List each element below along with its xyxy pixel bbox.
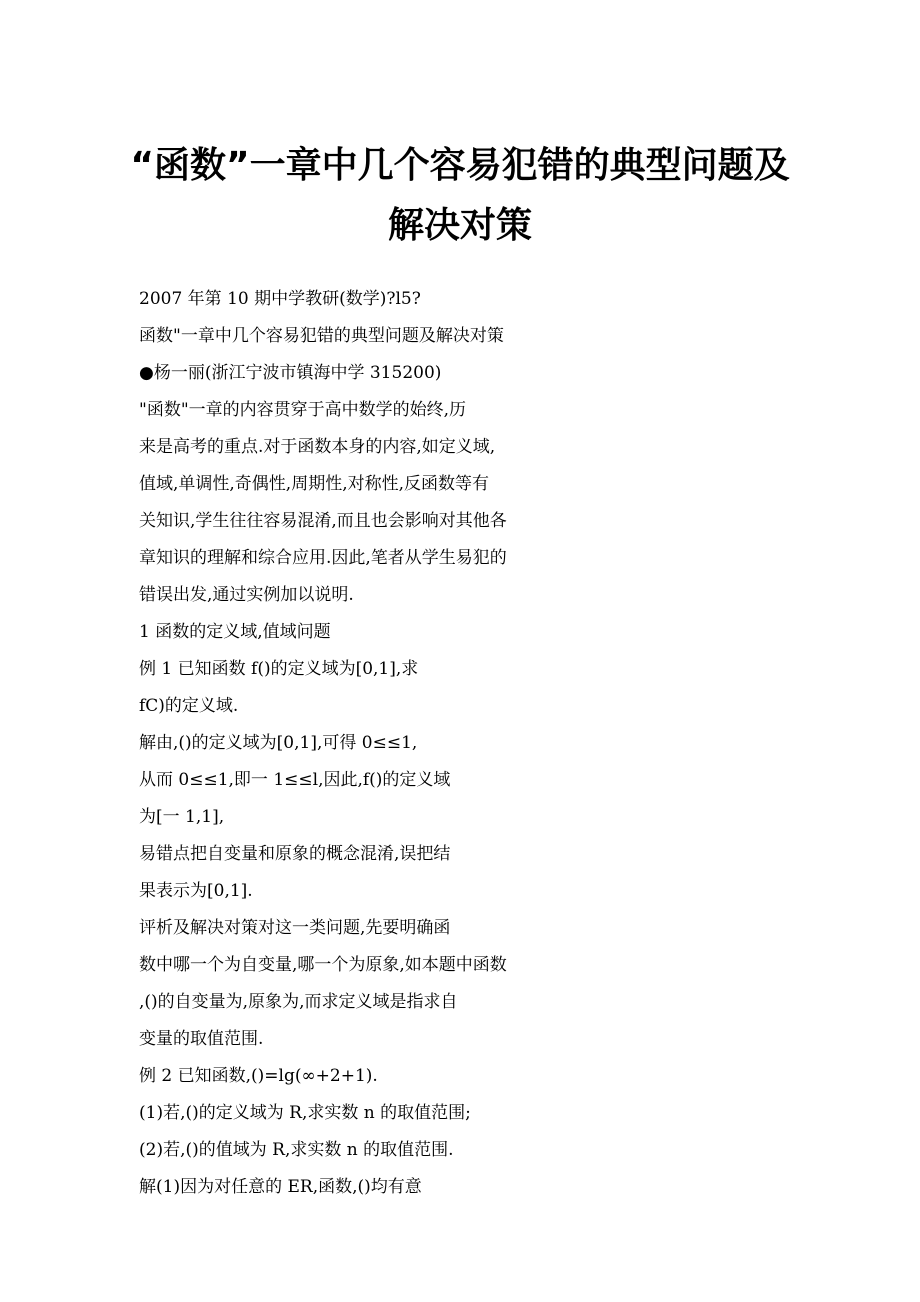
text-line: ●杨一丽(浙江宁波市镇海中学 315200) xyxy=(139,363,442,383)
text-line: 来是高考的重点.对于函数本身的内容,如定义域, xyxy=(139,437,496,457)
text-line: 函数"一章中几个容易犯错的典型问题及解决对策 xyxy=(139,326,504,346)
text-line: fC)的定义域. xyxy=(139,696,239,716)
text-line: (1)若,()的定义域为 R,求实数 n 的取值范围; xyxy=(139,1103,471,1123)
text-line: 从而 0≤≤1,即一 1≤≤l,因此,f()的定义域 xyxy=(139,770,451,790)
text-line: 错误出发,通过实例加以说明. xyxy=(139,585,354,605)
section-heading: 1 函数的定义域,值域问题 xyxy=(139,622,331,642)
text-line: 解(1)因为对任意的 ER,函数,()均有意 xyxy=(139,1177,422,1197)
text-line: 数中哪一个为自变量,哪一个为原象,如本题中函数 xyxy=(139,955,507,975)
text-line: 章知识的理解和综合应用.因此,笔者从学生易犯的 xyxy=(139,548,507,568)
text-line: 例 1 已知函数 f()的定义域为[0,1],求 xyxy=(139,659,419,679)
text-line: 易错点把自变量和原象的概念混淆,误把结 xyxy=(139,844,451,864)
text-line: ,()的自变量为,原象为,而求定义域是指求自 xyxy=(139,992,458,1012)
text-line: 解由,()的定义域为[0,1],可得 0≤≤1, xyxy=(139,733,418,753)
text-line: 为[一 1,1], xyxy=(139,807,225,827)
document-title-line-1: “函数”一章中几个容易犯错的典型问题及 xyxy=(130,145,790,186)
document-body xyxy=(139,281,799,1206)
text-line: 变量的取值范围. xyxy=(139,1029,264,1049)
text-line: 关知识,学生往往容易混淆,而且也会影响对其他各 xyxy=(139,511,507,531)
text-line: 评析及解决对策对这一类问题,先要明确函 xyxy=(139,918,451,938)
text-line: 果表示为[0,1]. xyxy=(139,881,253,901)
text-line: 2007 年第 10 期中学教研(数学)?l5? xyxy=(139,289,421,309)
text-line: 例 2 已知函数,()=lg(∞+2+1). xyxy=(139,1066,378,1086)
document-title-line-2: 解决对策 xyxy=(387,205,532,246)
text-line: "函数"一章的内容贯穿于高中数学的始终,历 xyxy=(139,400,467,420)
text-line: (2)若,()的值域为 R,求实数 n 的取值范围. xyxy=(139,1140,454,1160)
text-line: 值域,单调性,奇偶性,周期性,对称性,反函数等有 xyxy=(139,474,490,494)
